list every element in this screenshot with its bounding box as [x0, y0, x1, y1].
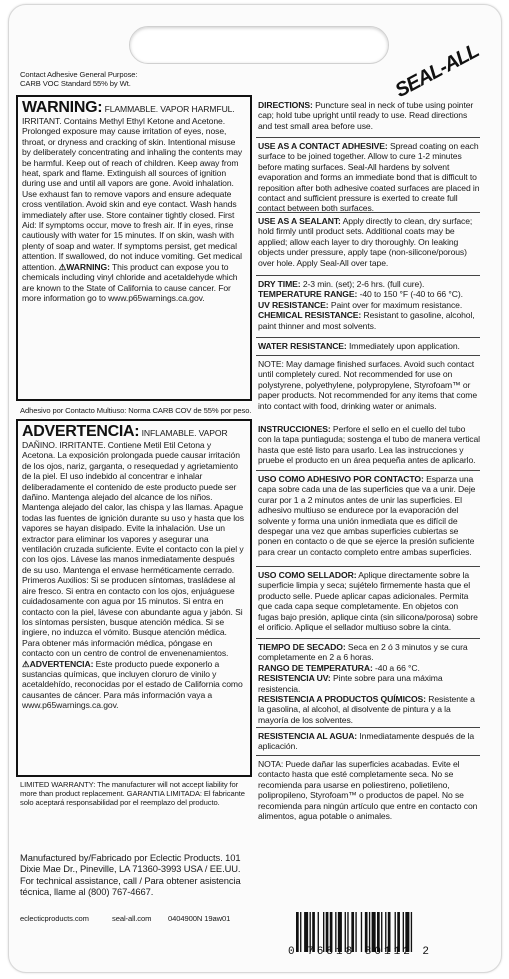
manufacturer-text: Manufactured by/Fabricado por Eclectic Products. 101 Dixie Mae Dr., Pineville, LA 71360-3993 USA / EE.UU. For technical assistance, call / Para obtener asistencia técnica, llame al (800) 767-4667. [20, 852, 241, 898]
contact-label: USE AS A CONTACT ADHESIVE: [258, 141, 388, 151]
uv-text: Paint over for maximum resistance. [330, 299, 463, 310]
warning-body: FLAMMABLE. VAPOR HARMFUL. IRRITANT. Contains Methyl Ethyl Ketone and Acetone. Prolonged exposure may cause irritation of eyes, nose, throat, or dryness and cracking of skin. Intentional misuse by deliberately concentrating and inhaling the contents may be harmful. Keep out of reach of children. Keep away from heat, spark and flame. Extinguish all sources of ignition during use and until all vapors are gone. Avoid inhalation. Use exhaust fan to remove vapors and ensure adequate cross ventilation. Avoid skin and eye contact. Wash hands immediately after use. Store container tightly closed. First Aid: If symptoms occur, move to fresh air. If in eyes, rinse cautiously with water for 15 minutes. If on skin, wash with plenty of soap and water. If symptoms persist, get medical attention. If swallowed, do not induce vomiting. Get medical attention. [22, 104, 243, 272]
sellador-section [258, 570, 480, 632]
water-label: WATER RESISTANCE: [258, 341, 347, 351]
warning-text [22, 99, 244, 303]
contacto-section [258, 474, 480, 557]
instrucciones-label: INSTRUCCIONES: [258, 424, 331, 434]
divider [256, 638, 480, 639]
water-text: Immediately upon application. [349, 341, 460, 351]
divider [256, 727, 480, 728]
agua-section [258, 731, 480, 752]
product-code: 0404900N 19aw01 [168, 914, 231, 923]
spanish-warning2-heading: ⚠ADVERTENCIA: [22, 658, 94, 669]
dry-time-label: DRY TIME: [258, 279, 301, 289]
warning2-body: This product can expose you to chemicals including vinyl chloride and acetaldehyde which are known to the State of California to cause cancer. For more information go to www.p65warnings.ca.gov. [22, 261, 238, 303]
contact-section [258, 141, 480, 214]
sealant-text: Apply directly to clean, dry surface; hold firmly until product sets. Additional coats may be applied; allow each layer to dry thoroughly. On leaking objects under pressure, apply tape (non-silicone/porous) over hole. Apply Seal-All over tape. [258, 216, 473, 268]
sealant-section [258, 216, 480, 268]
divider [256, 755, 480, 756]
divider [256, 470, 480, 471]
spanish-warning-heading: ADVERTENCIA: [22, 423, 140, 440]
uv-label: UV RESISTANCE: [258, 299, 329, 310]
sealant-label: USE AS A SEALANT: [258, 216, 341, 226]
specs-section [258, 279, 480, 331]
divider [256, 137, 480, 138]
directions-text: Puncture seal in neck of tube using pointer cap; hold tube upright until ready to use. Read directions and test small area before use. [258, 100, 474, 131]
resistencia-quimicos-label: RESISTENCIA A PRODUCTOS QUÍMICOS: [258, 694, 426, 705]
chemical-text: Resistant to gasoline, alcohol, paint thinner and most solvents. [258, 310, 475, 331]
spanish-warning-text [22, 423, 244, 711]
hang-hole [129, 26, 389, 64]
nota-text: NOTA: Puede dañar las superficies acabadas. Evite el contacto hasta que esté completamente seca. No se recomienda para usarse en poliestireno, polietileno, polipropileno, Styrofoam™ o productos de papel. No se recomienda para ningún artículo que entre en contacto con alimentos, agua potable o animales. [258, 759, 478, 822]
contacto-label: USO COMO ADHESIVO POR CONTACTO: [258, 474, 424, 484]
resistencia-quimicos-text: Resistente a la gasolina, al alcohol, al disolvente de pintura y a la mayoría de los solventes. [258, 694, 475, 725]
product-description [20, 70, 240, 88]
instrucciones-section [258, 424, 480, 466]
divider [256, 337, 480, 338]
resistencia-uv-text: Pinte sobre para una máxima resistencia. [258, 673, 443, 694]
chemical-label: CHEMICAL RESISTANCE: [258, 310, 362, 321]
warranty-text: LIMITED WARRANTY: The manufacturer will not accept liability for more than product replacement. GARANTIA LIMITADA: El fabricante solo aceptará responsabilidad por el reemplazo del producto. [20, 780, 245, 807]
secado-text: Seca en 2 ó 3 minutos y se cura completamente en 2 a 6 horas. [258, 642, 468, 663]
warning-heading: WARNING: [22, 99, 103, 116]
sellador-label: USO COMO SELLADOR: [258, 570, 357, 580]
dry-time-text: 2-3 min. (set); 2-6 hrs. (full cure). [302, 279, 425, 289]
brand-logo: SEAL-ALL [391, 39, 483, 103]
barcode-number: 0 76818 80112 2 [288, 946, 433, 958]
spanish-specs-section [258, 642, 480, 725]
secado-label: TIEMPO DE SECADO: [258, 642, 346, 652]
product-line-1: Contact Adhesive General Purpose: [20, 70, 138, 79]
website-eclectic: eclecticproducts.com [20, 914, 89, 923]
rango-text: -40 a 66 °C. [375, 662, 420, 673]
sellador-text: Aplique directamente sobre la superficie limpia y seca; sujételo firmemente hasta que el producto selle. Puede aplicar capas adicionales. Permita que cada capa seque completamente. En objetos con fugas bajo presión, aplique cinta (sin silicona/porosa) sobre el orificio. Aplique el sellador multiuso sobre la cinta. [258, 570, 478, 633]
spanish-warning-body: INFLAMABLE. VAPOR DAÑINO. IRRITANTE. Contiene Metil Etil Cetona y Acetona. La exposición prolongada puede causar irritación de los ojos, nariz, garganta, o resequedad y agrietamiento de la piel. El uso indebido al concentrar e inhalar deliberadamente el contenido de este producto puede ser dañino. Mantenga alejado del alcance de los niños. Mantenga alejado del calor, las chispa y las llamas. Apague todas las fuentes de ignición durante su uso y hasta que los vapores se hayan disipado. Evite la inhalación. Use un extractor para eliminar los vapores y asegurar una ventilación cruzada suficiente. Evite el contacto con la piel y con los ojos. Lávese las manos inmediatamente después de su uso. Mantenga el envase herméticamente cerrado. Primeros Auxilios: Si se producen síntomas, trasládese al aire fresco. Si entra en contacto con los ojos, enjuáguese cuidadosamente con agua por 15 minutos. Si entra en contacto con la piel, lávese con abundante agua y jabón. Si los síntomas persisten, busque atención médica. Si se ingiere, no induzca el vómito. Busque atención médica. Para obtener más información médica, póngase en contacto con un centro de control de envenenamientos. [22, 428, 244, 659]
divider [256, 212, 480, 213]
agua-text: Inmediatamente después de la aplicación. [258, 731, 475, 752]
contact-text: Spread coating on each surface to be joined together. Allow to cure 1-2 minutes before mating surfaces. Seal-All hardens by solvent evaporation and forms an immediate bond that is difficult to reposition after both adhesive coated surfaces are placed in contact and sufficient pressure is exerted to create full contact between both surfaces. [258, 141, 480, 214]
resistencia-uv-label: RESISTENCIA UV: [258, 673, 331, 684]
divider [256, 566, 480, 567]
spanish-product-line: Adhesivo por Contacto Multiuso: Norma CARB COV de 55% por peso. [20, 406, 252, 415]
agua-label: RESISTENCIA AL AGUA: [258, 731, 358, 741]
website-seal-all: seal-all.com [112, 914, 152, 923]
temperature-label: TEMPERATURE RANGE: [258, 289, 358, 300]
water-section [258, 341, 480, 351]
spanish-warning2-body: Este producto puede exponerlo a sustancias químicas, que incluyen cloruro de vinilo y acetaldehído, reconocidas por el estado de California como causantes de cáncer. Para más información vaya a www.p65warnings.ca.gov. [22, 658, 243, 711]
rango-label: RANGO DE TEMPERATURA: [258, 662, 373, 673]
directions-label: DIRECTIONS: [258, 100, 313, 110]
divider [256, 275, 480, 276]
note-text: NOTE: May damage finished surfaces. Avoid such contact until completely cured. Not recommended for use on polystyrene, polyethylene, polypropylene, Styrofoam™ or paper products. Not recommended for any items that come into contact with food, drinking water or animals. [258, 359, 477, 411]
temperature-text: -40 to 150 °F (-40 to 66 °C). [359, 289, 463, 300]
contacto-text: Esparza una capa sobre cada una de las superficies que va a unir. Deje curar por 1 a 2 minutos antes de unir las superficies. El adhesivo multiuso se endurece por la evaporación del solvente y forma una unión inmediata que es difícil de despegar una vez que ambas superficies cubiertas se ponen en contacto o de que se ejerce la presión suficiente para crear un contacto completo entre ambas superficies. [258, 474, 476, 557]
product-line-2: CARB VOC Standard 55% by Wt. [20, 79, 131, 88]
divider [256, 355, 480, 356]
instrucciones-text: Perfore el sello en el cuello del tubo con la tapa puntiaguda; sostenga el tubo de manera vertical hasta que esté listo para usarlo. Lea las instrucciones y pruebe el producto en un área pequeña antes de aplicarlo. [258, 424, 480, 466]
warning2-heading: ⚠WARNING: [58, 261, 110, 272]
directions-section [258, 100, 480, 131]
